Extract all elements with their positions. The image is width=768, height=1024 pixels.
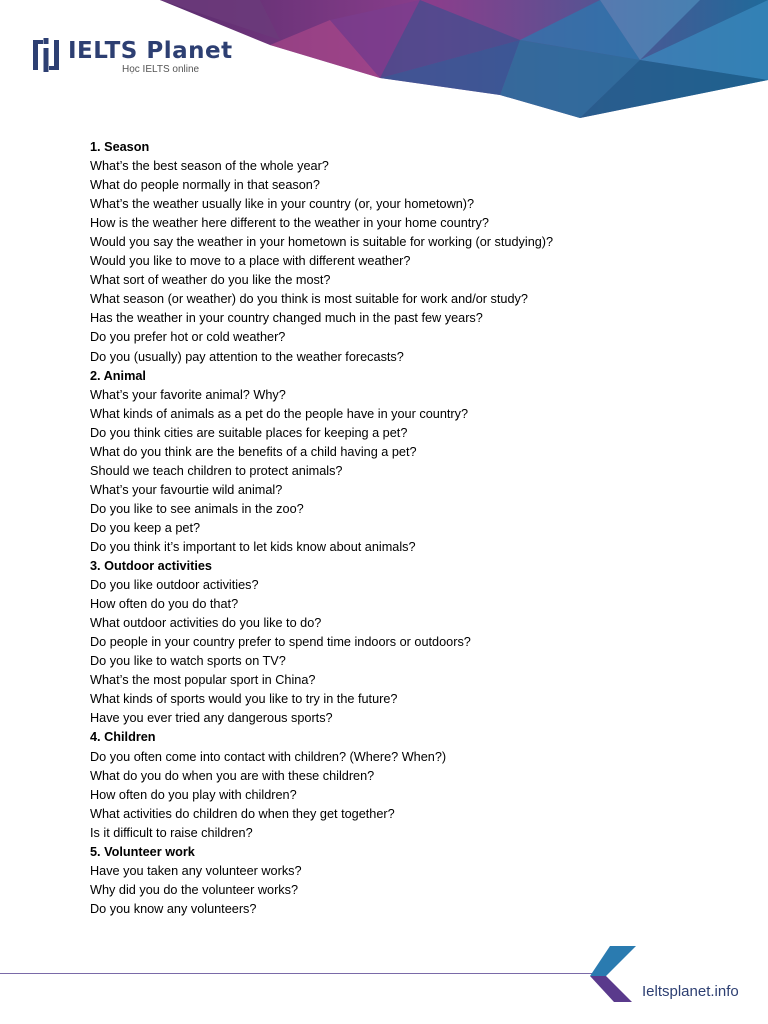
question-item: What’s the weather usually like in your country (or, your hometown)?	[90, 197, 475, 212]
question-item: Do you like to see animals in the zoo?	[90, 501, 304, 516]
footer-url: Ieltsplanet.info	[642, 983, 739, 1000]
section-heading: 2. Animal	[90, 368, 146, 383]
footer-divider	[0, 973, 600, 974]
question-item: How is the weather here different to the weather in your home country?	[90, 216, 489, 231]
question-item: What outdoor activities do you like to do?	[90, 616, 322, 631]
question-item: How often do you play with children?	[90, 787, 297, 802]
question-item: Do you think it’s important to let kids know about animals?	[90, 539, 416, 554]
question-item: Do you keep a pet?	[90, 520, 201, 535]
section-heading: 1. Season	[90, 140, 150, 154]
question-item: What sort of weather do you like the most?	[90, 273, 331, 288]
question-item: What kinds of sports would you like to try in the future?	[90, 692, 398, 707]
question-item: What do people normally in that season?	[90, 178, 320, 193]
question-item: Do you prefer hot or cold weather?	[90, 330, 286, 345]
question-item: Have you taken any volunteer works?	[90, 863, 302, 878]
question-item: Should we teach children to protect animals?	[90, 463, 343, 478]
question-item: Have you ever tried any dangerous sports?	[90, 711, 333, 726]
brand-logo	[32, 38, 233, 76]
question-item: Do you (usually) pay attention to the weather forecasts?	[90, 349, 404, 364]
question-item: What do you think are the benefits of a child having a pet?	[90, 444, 417, 459]
question-item: Do you like outdoor activities?	[90, 578, 259, 593]
section-heading: 5. Volunteer work	[90, 844, 195, 859]
section-heading: 4. Children	[90, 730, 156, 745]
question-item: Has the weather in your country changed much in the past few years?	[90, 311, 483, 326]
question-item: What season (or weather) do you think is most suitable for work and/or study?	[90, 292, 528, 307]
question-item: Do you often come into contact with children? (Where? When?)	[90, 749, 447, 764]
question-item: Do you think cities are suitable places for keeping a pet?	[90, 425, 408, 440]
question-item: Do you know any volunteers?	[90, 901, 257, 916]
question-item: What activities do children do when they get together?	[90, 806, 395, 821]
section-heading: 3. Outdoor activities	[90, 559, 212, 574]
ielts-planet-logo-icon	[32, 38, 60, 72]
logo-name: IELTS Planet	[68, 38, 233, 64]
question-item: What’s your favourtie wild animal?	[90, 482, 283, 497]
footer-chevron-icon	[580, 940, 640, 1004]
question-item: Why did you do the volunteer works?	[90, 882, 299, 897]
question-item: What’s your favorite animal? Why?	[90, 387, 286, 402]
question-item: Would you say the weather in your hometown is suitable for working (or studying)?	[90, 235, 554, 250]
question-item: Do people in your country prefer to spend time indoors or outdoors?	[90, 635, 471, 650]
question-item: Is it difficult to raise children?	[90, 825, 253, 840]
logo-tagline: Học IELTS online	[122, 64, 200, 75]
question-item: What’s the most popular sport in China?	[90, 673, 316, 688]
question-list	[90, 138, 730, 919]
question-item: What do you do when you are with these children?	[90, 768, 375, 783]
question-item: How often do you do that?	[90, 597, 239, 612]
question-item: What kinds of animals as a pet do the people have in your country?	[90, 406, 469, 421]
question-item: Would you like to move to a place with different weather?	[90, 254, 411, 269]
question-item: Do you like to watch sports on TV?	[90, 654, 286, 669]
question-item: What’s the best season of the whole year?	[90, 159, 329, 174]
